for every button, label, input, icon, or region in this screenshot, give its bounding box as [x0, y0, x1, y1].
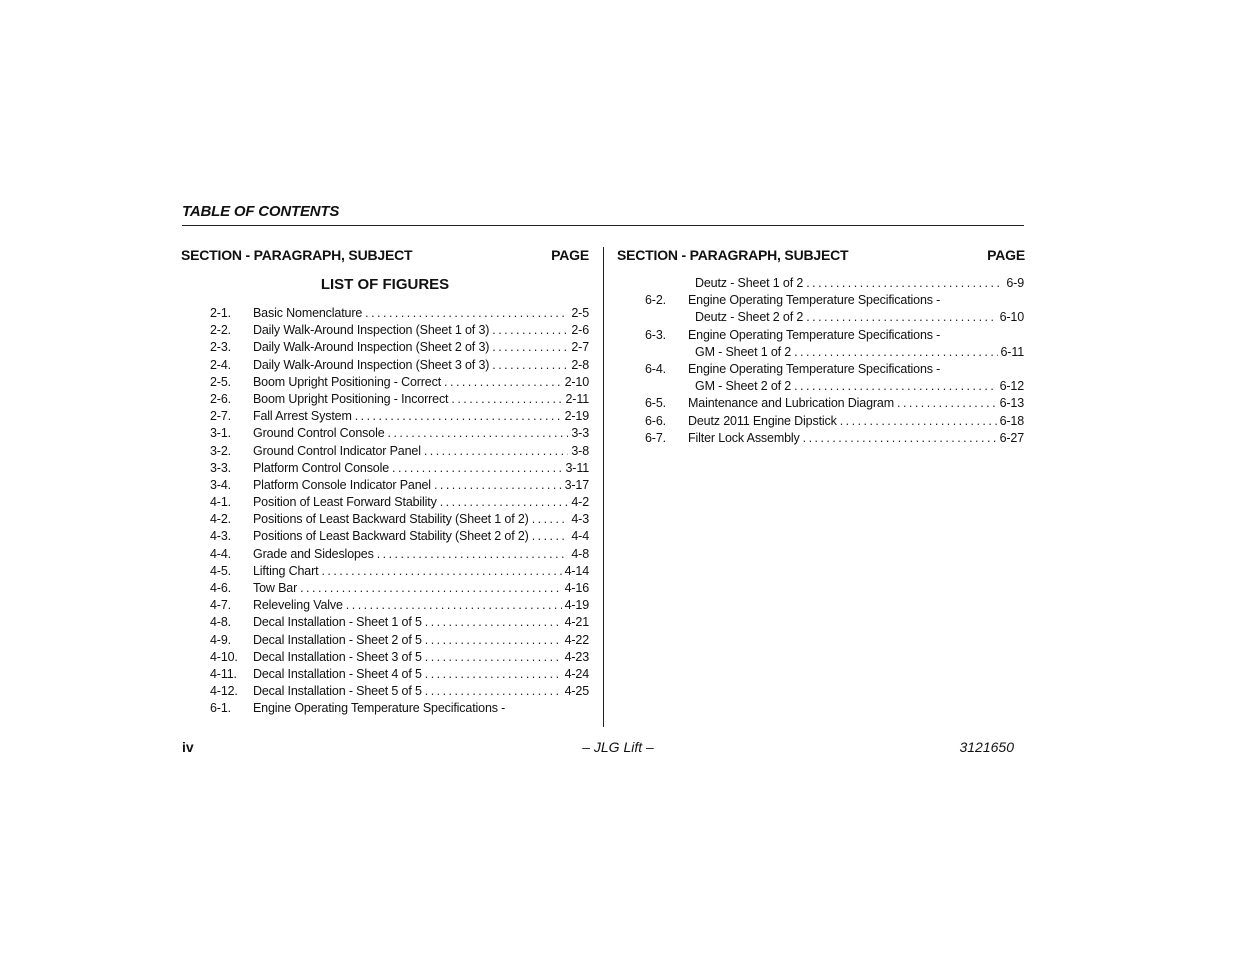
dot-leader — [392, 460, 562, 477]
figure-page: 4-3 — [571, 512, 589, 527]
list-item — [645, 309, 1024, 326]
figure-page: 2-6 — [571, 323, 589, 338]
figure-page: 6-11 — [1000, 344, 1024, 359]
list-item — [210, 425, 589, 442]
dot-leader — [425, 632, 562, 649]
figure-number: 6-4. — [645, 361, 666, 376]
figure-number: 4-7. — [210, 598, 231, 613]
list-item — [210, 374, 589, 391]
right-column-header — [617, 246, 1025, 264]
figure-number: 3-3. — [210, 460, 231, 475]
dot-leader — [794, 344, 997, 361]
figure-number: 4-12. — [210, 684, 238, 699]
figure-page: 2-11 — [565, 391, 589, 406]
figure-number: 6-6. — [645, 413, 666, 428]
list-item — [210, 614, 589, 631]
dot-leader — [440, 494, 569, 511]
right-figure-list — [645, 275, 1024, 447]
figure-title: Filter Lock Assembly — [688, 430, 800, 445]
figure-page: 3-3 — [571, 426, 589, 441]
footer-center-text: – JLG Lift – — [582, 739, 654, 755]
figure-title: Ground Control Indicator Panel — [253, 443, 421, 458]
figure-title: Daily Walk-Around Inspection (Sheet 2 of 3) — [253, 340, 490, 355]
figure-title: Deutz - Sheet 1 of 2 — [695, 276, 804, 290]
list-item — [645, 327, 1024, 344]
figure-title: Engine Operating Temperature Specifications - — [253, 701, 506, 716]
figure-number: 4-2. — [210, 512, 231, 527]
dot-leader — [451, 391, 562, 408]
figure-page: 3-17 — [564, 477, 589, 492]
dot-leader — [897, 395, 997, 412]
figure-page: 6-27 — [999, 430, 1024, 445]
list-item — [645, 275, 1024, 292]
dot-leader — [355, 408, 562, 425]
figure-title: Decal Installation - Sheet 4 of 5 — [253, 666, 422, 681]
figure-title: Boom Upright Positioning - Incorrect — [253, 391, 449, 406]
figure-page: 2-5 — [571, 306, 589, 320]
list-item — [210, 339, 589, 356]
footer-doc-number: 3121650 — [959, 739, 1014, 755]
list-item — [210, 391, 589, 408]
figure-title: Maintenance and Lubrication Diagram — [688, 396, 894, 411]
dot-leader — [532, 528, 569, 545]
list-item — [645, 430, 1024, 447]
figure-page: 4-16 — [564, 581, 589, 595]
dot-leader — [424, 443, 569, 460]
figure-number: 4-9. — [210, 632, 231, 647]
figure-title: Positions of Least Backward Stability (Sheet 1 of 2) — [253, 512, 529, 527]
list-item — [645, 344, 1024, 361]
dot-leader — [388, 425, 569, 442]
figure-page: 6-18 — [999, 413, 1024, 428]
list-item — [210, 460, 589, 477]
list-item — [645, 378, 1024, 395]
list-of-figures-heading: LIST OF FIGURES — [320, 276, 450, 293]
figure-number: 6-3. — [645, 327, 666, 342]
figure-number: 2-4. — [210, 357, 231, 372]
list-item — [210, 477, 589, 494]
figure-title: GM - Sheet 1 of 2 — [695, 344, 792, 359]
list-item — [210, 322, 589, 339]
dot-leader — [840, 413, 997, 430]
figure-title: Deutz 2011 Engine Dipstick — [688, 413, 837, 428]
figure-number: 6-5. — [645, 396, 666, 411]
figure-page: 4-24 — [564, 666, 589, 681]
list-item — [210, 666, 589, 683]
figure-title: Engine Operating Temperature Specifications - — [688, 293, 941, 308]
dot-leader — [492, 339, 568, 356]
figure-number: 2-1. — [210, 306, 231, 320]
figure-number: 4-6. — [210, 581, 231, 595]
list-item — [210, 563, 589, 580]
figure-page: 4-8 — [571, 546, 589, 561]
dot-leader — [425, 666, 562, 683]
figure-title: Engine Operating Temperature Specifications - — [688, 361, 941, 376]
left-column-header — [181, 246, 589, 264]
dot-leader — [321, 563, 561, 580]
list-item — [210, 632, 589, 649]
list-item — [645, 395, 1024, 412]
figure-page: 3-11 — [565, 460, 589, 475]
figure-title: Decal Installation - Sheet 2 of 5 — [253, 632, 422, 647]
dot-leader — [806, 309, 996, 326]
figure-number: 3-4. — [210, 477, 231, 492]
list-item — [210, 683, 589, 700]
footer-page-number: iv — [182, 739, 194, 755]
right-subject-heading: SECTION - PARAGRAPH, SUBJECT — [617, 247, 849, 263]
figure-title: Daily Walk-Around Inspection (Sheet 3 of 3) — [253, 357, 490, 372]
figure-number: 4-3. — [210, 529, 231, 544]
dot-leader — [434, 477, 562, 494]
figure-number: 2-5. — [210, 374, 231, 389]
figure-title: Releveling Valve — [253, 598, 343, 613]
figure-page: 4-2 — [571, 495, 589, 510]
figure-title: Tow Bar — [253, 581, 298, 595]
list-item — [210, 700, 589, 717]
dot-leader — [300, 580, 561, 597]
list-item — [210, 597, 589, 614]
figure-title: Decal Installation - Sheet 1 of 5 — [253, 615, 422, 630]
figure-number: 4-8. — [210, 615, 231, 630]
list-item — [210, 649, 589, 666]
left-subject-heading: SECTION - PARAGRAPH, SUBJECT — [181, 247, 413, 263]
figure-page: 6-10 — [999, 310, 1024, 325]
figure-title: Decal Installation - Sheet 5 of 5 — [253, 684, 422, 699]
figure-page: 2-7 — [571, 340, 589, 355]
figure-page: 4-21 — [564, 615, 589, 630]
dot-leader — [365, 305, 568, 322]
figure-number: 2-2. — [210, 323, 231, 338]
figure-number: 4-11. — [210, 666, 237, 681]
dot-leader — [425, 649, 562, 666]
figure-page: 2-10 — [564, 374, 589, 389]
figure-title: Grade and Sideslopes — [253, 546, 374, 561]
figure-title: Positions of Least Backward Stability (Sheet 2 of 2) — [253, 529, 529, 544]
figure-number: 3-1. — [210, 426, 231, 441]
left-page-heading: PAGE — [551, 247, 589, 263]
figure-page: 2-19 — [564, 409, 589, 424]
list-item — [645, 413, 1024, 430]
figure-title: Basic Nomenclature — [253, 306, 363, 320]
figure-number: 2-7. — [210, 409, 231, 424]
figure-title: GM - Sheet 2 of 2 — [695, 379, 792, 394]
dot-leader — [803, 430, 997, 447]
left-figure-list — [210, 305, 589, 718]
dot-leader — [492, 357, 568, 374]
figure-number: 4-10. — [210, 649, 238, 664]
figure-page: 6-12 — [999, 379, 1024, 394]
figure-title: Platform Console Indicator Panel — [253, 477, 431, 492]
list-item — [210, 357, 589, 374]
dot-leader — [346, 597, 562, 614]
figure-title: Position of Least Forward Stability — [253, 495, 437, 510]
dot-leader — [425, 614, 562, 631]
list-item — [645, 292, 1024, 309]
figure-title: Boom Upright Positioning - Correct — [253, 374, 442, 389]
figure-title: Platform Control Console — [253, 460, 390, 475]
list-item — [210, 546, 589, 563]
figure-number: 6-1. — [210, 701, 231, 716]
figure-number: 4-5. — [210, 563, 231, 578]
figure-number: 4-1. — [210, 495, 231, 510]
figure-page: 6-13 — [999, 396, 1024, 411]
figure-number: 6-2. — [645, 293, 666, 308]
dot-leader — [492, 322, 568, 339]
dot-leader — [377, 546, 569, 563]
figure-title: Daily Walk-Around Inspection (Sheet 1 of 3) — [253, 323, 490, 338]
dot-leader — [794, 378, 996, 395]
figure-page: 3-8 — [571, 443, 589, 458]
figure-page: 4-25 — [564, 684, 589, 699]
figure-number: 2-6. — [210, 391, 231, 406]
page-title: TABLE OF CONTENTS — [182, 203, 340, 220]
dot-leader — [425, 683, 562, 700]
list-item — [210, 443, 589, 460]
figure-page: 2-8 — [571, 357, 589, 372]
dot-leader — [806, 275, 1003, 292]
list-item — [210, 494, 589, 511]
list-item — [645, 361, 1024, 378]
figure-title: Ground Control Console — [253, 426, 385, 441]
title-rule — [182, 225, 1024, 226]
list-item — [210, 305, 589, 322]
dot-leader — [444, 374, 562, 391]
right-page-heading: PAGE — [987, 247, 1025, 263]
list-item — [210, 580, 589, 597]
list-item — [210, 408, 589, 425]
list-item — [210, 511, 589, 528]
column-divider — [603, 247, 604, 727]
figure-title: Engine Operating Temperature Specifications - — [688, 327, 941, 342]
figure-title: Deutz - Sheet 2 of 2 — [695, 310, 804, 325]
dot-leader — [532, 511, 569, 528]
list-item — [210, 528, 589, 545]
figure-title: Fall Arrest System — [253, 409, 352, 424]
figure-number: 6-7. — [645, 430, 666, 445]
figure-page: 4-14 — [564, 563, 589, 578]
figure-page: 4-19 — [564, 598, 589, 613]
figure-number: 2-3. — [210, 340, 231, 355]
figure-title: Decal Installation - Sheet 3 of 5 — [253, 649, 422, 664]
figure-number: 3-2. — [210, 443, 231, 458]
figure-page: 6-9 — [1006, 276, 1024, 290]
figure-page: 4-23 — [564, 649, 589, 664]
figure-title: Lifting Chart — [253, 563, 319, 578]
figure-page: 4-4 — [571, 529, 589, 544]
figure-page: 4-22 — [564, 632, 589, 647]
figure-number: 4-4. — [210, 546, 231, 561]
